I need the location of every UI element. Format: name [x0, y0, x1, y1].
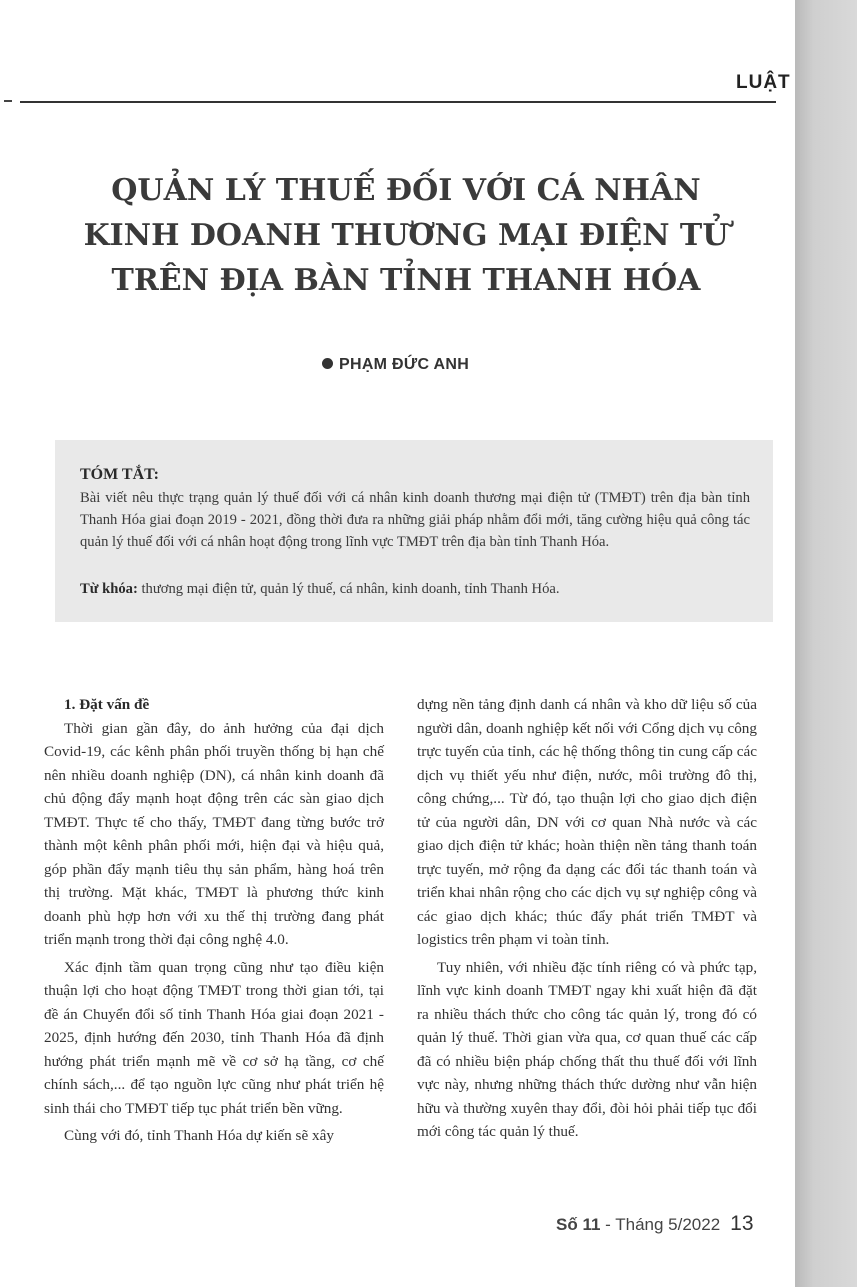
header-tick	[4, 100, 12, 102]
section-heading: 1. Đặt vấn đề	[64, 696, 150, 713]
paragraph: Cùng với đó, tỉnh Thanh Hóa dự kiến sẽ xây	[64, 1127, 334, 1144]
author-name: PHẠM ĐỨC ANH	[339, 356, 470, 373]
title-line: QUẢN LÝ THUẾ ĐỐI VỚI CÁ NHÂN	[111, 173, 701, 208]
author-byline	[322, 356, 469, 374]
article-title	[60, 168, 752, 303]
issue-month: Tháng 5/2022	[615, 1215, 721, 1234]
page-number: 13	[730, 1212, 754, 1235]
paragraph: Tuy nhiên, với nhiều đặc tính riêng có và phức tạp, lĩnh vực kinh doanh TMĐT ngay khi xuất hiện đã đặt ra nhiều thách thức cho công tác quản lý, trong đó có quản lý thuế. Thời gian vừa qua, cơ quan thuế các cấp đã có nhiều biện pháp chống thất thu thuế đối với lĩnh vực này, nhưng những thách thức dường như vẫn hiện hữu và thường xuyên thay đổi, đòi hỏi phải tiếp tục đổi mới công tác quản lý thuế.	[417, 958, 757, 1140]
page-edge-shadow	[795, 0, 857, 1287]
title-line: KINH DOANH THƯƠNG MẠI ĐIỆN TỬ	[83, 218, 729, 253]
paragraph: dựng nền tảng định danh cá nhân và kho dữ liệu số của người dân, doanh nghiệp kết nối với Cổng dịch vụ công trực tuyến của tỉnh, các hệ thống thông tin cung cấp các dịch vụ thiết yếu như điện, nước, môi trường đô thị, công chứng,... Từ đó, tạo thuận lợi cho giao dịch điện tử của người dân, DN với cơ quan Nhà nước và các giao dịch điện tử khác; hoàn thiện nền tảng thanh toán trực tuyến, mở rộng đa dạng các đối tác thanh toán và triển khai nhân rộng cho các dịch vụ sự nghiệp công và các giao dịch khác; thúc đẩy phát triển TMĐT và logistics trên phạm vi toàn tỉnh.	[417, 696, 757, 948]
keywords-list: thương mại điện tử, quản lý thuế, cá nhân, kinh doanh, tỉnh Thanh Hóa.	[137, 581, 560, 597]
paragraph: Thời gian gần đây, do ảnh hưởng của đại dịch Covid-19, các kênh phân phối truyền thống bị hạn chế nên nhiều doanh nghiệp (DN), cá nhân kinh doanh đã chủ động đẩy mạnh hoạt động trên các sàn giao dịch TMĐT. Thực tế cho thấy, TMĐT đang từng bước trở thành một kênh phân phối mới, hiện đại và hiệu quả, góp phần đẩy mạnh tiêu thụ sản phẩm, hàng hoá trên thị trường. Mặt khác, TMĐT là phương thức kinh doanh phù hợp hơn với xu thế thị trường đang phát triển mạnh trong thời đại công nghệ 4.0.	[44, 719, 384, 948]
section-label: LUẬT	[736, 72, 791, 93]
left-column	[44, 693, 384, 1148]
abstract-text: Bài viết nêu thực trạng quản lý thuế đối với cá nhân kinh doanh thương mại điện tử (TMĐT) trên địa bàn tỉnh Thanh Hóa giai đoạn 2019 - 2021, đồng thời đưa ra những giải pháp nhằm đổi mới, tăng cường hiệu quả công tác quản lý thuế đối với cá nhân hoạt động trong lĩnh vực TMĐT trên địa bàn tỉnh Thanh Hóa.	[80, 490, 750, 550]
keywords-label: Từ khóa:	[80, 581, 138, 597]
title-line: TRÊN ĐỊA BÀN TỈNH THANH HÓA	[111, 263, 701, 298]
header-rule	[20, 101, 776, 103]
keywords	[80, 578, 750, 600]
paragraph: Xác định tầm quan trọng cũng như tạo điều kiện thuận lợi cho hoạt động TMĐT trong thời gian tới, tại đề án Chuyển đổi số tỉnh Thanh Hóa giai đoạn 2021 - 2025, định hướng đến 2030, tỉnh Thanh Hóa đã định hướng phát triển mạnh mẽ về cơ sở hạ tầng, cơ chế chính sách,... để tạo nguồn lực cũng như phát triển hệ sinh thái cho TMĐT tiếp tục phát triển bền vững.	[44, 958, 384, 1117]
page-footer	[556, 1212, 781, 1236]
abstract-heading: TÓM TẮT:	[80, 466, 159, 483]
footer-separator: -	[600, 1215, 616, 1234]
bullet-icon	[322, 358, 333, 369]
right-column	[417, 693, 757, 1144]
issue-number: Số 11	[556, 1215, 601, 1234]
